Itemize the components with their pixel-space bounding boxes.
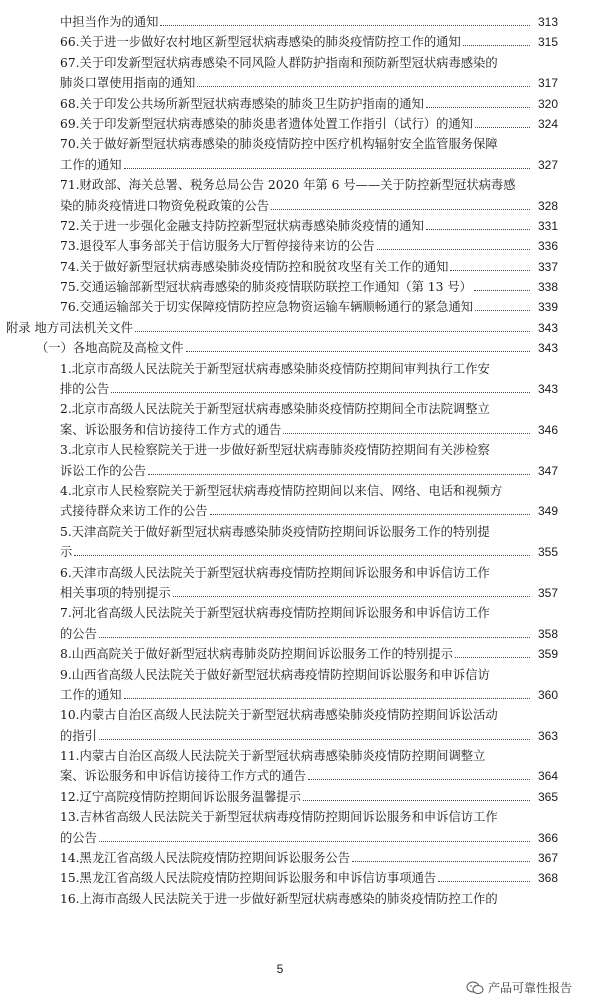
toc-entry[interactable] bbox=[0, 175, 590, 195]
toc-entry[interactable] bbox=[0, 726, 590, 746]
toc-entry-title: 73.退役军人事务部关于信访服务大厅暂停接待来访的公告 bbox=[60, 239, 375, 254]
toc-entry-page: 313 bbox=[537, 15, 558, 29]
toc-entry[interactable] bbox=[0, 746, 590, 766]
toc-entry-page: 364 bbox=[537, 769, 558, 784]
toc-entry-title: 式接待群众来访工作的公告 bbox=[60, 504, 208, 519]
toc-leader-dots bbox=[173, 596, 530, 597]
table-of-contents bbox=[0, 12, 590, 909]
toc-entry-title: 16.上海市高级人民法院关于进一步做好新型冠状病毒感染的肺炎疫情防控工作的 bbox=[60, 891, 498, 906]
toc-entry-title: 示 bbox=[60, 545, 73, 560]
toc-entry[interactable] bbox=[0, 828, 590, 848]
toc-entry-page: 343 bbox=[537, 341, 558, 356]
toc-entry-title: 案、诉讼服务和申诉信访接待工作方式的通告 bbox=[60, 769, 306, 784]
toc-entry-title: 的指引 bbox=[60, 728, 97, 743]
toc-leader-dots bbox=[271, 209, 530, 210]
toc-entry-title: 8.山西高院关于做好新型冠状病毒肺炎防控期间诉讼服务工作的特别提示 bbox=[60, 647, 453, 662]
toc-entry[interactable] bbox=[0, 603, 590, 623]
toc-entry-title: 的公告 bbox=[60, 830, 97, 845]
toc-entry-title: 14.黑龙江省高级人民法院疫情防控期间诉讼服务公告 bbox=[60, 851, 351, 866]
toc-entry-page: 368 bbox=[537, 871, 558, 886]
toc-entry[interactable] bbox=[0, 889, 590, 909]
toc-entry-title: 69.关于印发新型冠状病毒感染的肺炎患者遗体处置工作指引（试行）的通知 bbox=[60, 116, 474, 131]
toc-leader-dots bbox=[160, 25, 530, 26]
toc-entry-page: 315 bbox=[537, 35, 558, 50]
toc-leader-dots bbox=[74, 555, 530, 556]
toc-entry-title: 1.北京市高级人民法院关于新型冠状病毒感染肺炎疫情防控期间审判执行工作安 bbox=[60, 361, 490, 376]
toc-entry[interactable] bbox=[0, 114, 590, 134]
toc-entry[interactable] bbox=[0, 338, 590, 358]
toc-entry-page: 355 bbox=[537, 545, 558, 560]
toc-leader-dots bbox=[426, 229, 530, 230]
toc-leader-dots bbox=[99, 739, 530, 740]
toc-entry-page: 337 bbox=[537, 259, 558, 274]
toc-entry-title: 15.黑龙江省高级人民法院疫情防控期间诉讼服务和申诉信访事项通告 bbox=[60, 871, 437, 886]
toc-leader-dots bbox=[475, 127, 530, 128]
toc-entry[interactable] bbox=[0, 32, 590, 52]
toc-entry-page: 360 bbox=[537, 687, 558, 702]
toc-entry[interactable] bbox=[0, 297, 590, 317]
toc-leader-dots bbox=[186, 351, 530, 352]
toc-entry-page: 343 bbox=[537, 320, 558, 335]
toc-entry[interactable] bbox=[0, 359, 590, 379]
toc-entry-page: 358 bbox=[537, 626, 558, 641]
toc-leader-dots bbox=[474, 290, 530, 291]
toc-leader-dots bbox=[438, 881, 530, 882]
toc-entry-page: 328 bbox=[537, 198, 558, 213]
toc-leader-dots bbox=[308, 779, 530, 780]
toc-entry-title: 10.内蒙古自治区高级人民法院关于新型冠状病毒感染肺炎疫情防控期间诉讼活动 bbox=[60, 708, 498, 723]
toc-entry-title: （一）各地高院及高检文件 bbox=[36, 341, 184, 356]
toc-entry-title: 11.内蒙古自治区高级人民法院关于新型冠状病毒感染肺炎疫情防控期间调整立 bbox=[60, 749, 486, 764]
toc-entry-page: 359 bbox=[537, 647, 558, 662]
toc-leader-dots bbox=[475, 310, 530, 311]
toc-entry[interactable] bbox=[0, 705, 590, 725]
toc-leader-dots bbox=[99, 841, 530, 842]
toc-entry[interactable] bbox=[0, 155, 590, 175]
toc-entry[interactable] bbox=[0, 644, 590, 664]
toc-entry-page: 349 bbox=[537, 504, 558, 519]
toc-entry-title: 相关事项的特别提示 bbox=[60, 585, 171, 600]
toc-entry[interactable] bbox=[0, 868, 590, 888]
toc-entry[interactable] bbox=[0, 94, 590, 114]
toc-leader-dots bbox=[463, 45, 530, 46]
toc-leader-dots bbox=[124, 698, 531, 699]
toc-entry[interactable] bbox=[0, 501, 590, 521]
toc-entry-page: 339 bbox=[537, 300, 558, 315]
toc-entry-page: 320 bbox=[537, 96, 558, 111]
toc-entry-title: 71.财政部、海关总署、税务总局公告 2020 年第 6 号——关于防控新型冠状病毒感 bbox=[60, 178, 516, 193]
toc-entry[interactable] bbox=[0, 216, 590, 236]
toc-leader-dots bbox=[148, 474, 530, 475]
toc-entry-page: 331 bbox=[537, 218, 558, 233]
toc-entry-page: 366 bbox=[537, 830, 558, 845]
toc-entry-title: 肺炎口罩使用指南的通知 bbox=[60, 76, 196, 91]
toc-entry[interactable] bbox=[0, 440, 590, 460]
toc-leader-dots bbox=[450, 270, 530, 271]
toc-entry-page: 363 bbox=[537, 728, 558, 743]
watermark bbox=[466, 979, 572, 996]
toc-entry-title: 附录 地方司法机关文件 bbox=[6, 320, 133, 335]
toc-entry-page: 327 bbox=[537, 157, 558, 172]
toc-entry-title: 9.山西省高级人民法院关于做好新型冠状病毒疫情防控期间诉讼服务和申诉信访 bbox=[60, 667, 490, 682]
toc-entry[interactable] bbox=[0, 399, 590, 419]
toc-entry-title: 12.辽宁高院疫情防控期间诉讼服务温馨提示 bbox=[60, 789, 301, 804]
toc-entry-page: 338 bbox=[537, 280, 558, 295]
toc-leader-dots bbox=[124, 168, 531, 169]
toc-entry-page: 343 bbox=[537, 382, 558, 397]
toc-entry-page: 336 bbox=[537, 239, 558, 254]
toc-entry-title: 67.关于印发新型冠状病毒感染不同风险人群防护指南和预防新型冠状病毒感染的 bbox=[60, 55, 498, 70]
toc-entry[interactable] bbox=[0, 787, 590, 807]
toc-entry[interactable] bbox=[0, 236, 590, 256]
toc-entry-page: 347 bbox=[537, 463, 558, 478]
toc-entry-title: 70.关于做好新型冠状病毒感染的肺炎疫情防控中医疗机构辐射安全监管服务保障 bbox=[60, 137, 498, 152]
toc-entry[interactable] bbox=[0, 12, 590, 32]
toc-entry-title: 工作的通知 bbox=[60, 157, 122, 172]
toc-entry[interactable] bbox=[0, 522, 590, 542]
toc-entry-title: 染的肺炎疫情进口物资免税政策的公告 bbox=[60, 198, 270, 213]
toc-entry[interactable] bbox=[0, 481, 590, 501]
toc-entry[interactable] bbox=[0, 848, 590, 868]
toc-entry[interactable] bbox=[0, 461, 590, 481]
toc-leader-dots bbox=[111, 392, 530, 393]
toc-entry[interactable] bbox=[0, 379, 590, 399]
toc-entry[interactable] bbox=[0, 53, 590, 73]
toc-leader-dots bbox=[455, 657, 530, 658]
toc-entry[interactable] bbox=[0, 624, 590, 644]
toc-entry[interactable] bbox=[0, 766, 590, 786]
toc-entry-title: 案、诉讼服务和信访接待工作方式的通告 bbox=[60, 422, 282, 437]
toc-entry-title: 74.关于做好新型冠状病毒感染肺炎疫情防控和脱贫攻坚有关工作的通知 bbox=[60, 259, 449, 274]
toc-entry[interactable] bbox=[0, 73, 590, 93]
toc-entry[interactable] bbox=[0, 318, 590, 338]
toc-entry-title: 76.交通运输部关于切实保障疫情防控应急物资运输车辆顺畅通行的紧急通知 bbox=[60, 300, 474, 315]
toc-entry-title: 13.吉林省高级人民法院关于新型冠状病毒疫情防控期间诉讼服务和申诉信访工作 bbox=[60, 810, 498, 825]
toc-entry[interactable] bbox=[0, 685, 590, 705]
toc-entry[interactable] bbox=[0, 257, 590, 277]
toc-entry-title: 72.关于进一步强化金融支持防控新型冠状病毒感染肺炎疫情的通知 bbox=[60, 218, 424, 233]
toc-entry[interactable] bbox=[0, 134, 590, 154]
toc-entry[interactable] bbox=[0, 542, 590, 562]
toc-entry-title: 68.关于印发公共场所新型冠状病毒感染的肺炎卫生防护指南的通知 bbox=[60, 96, 424, 111]
toc-entry-page: 357 bbox=[537, 585, 558, 600]
toc-leader-dots bbox=[377, 249, 530, 250]
toc-leader-dots bbox=[283, 433, 530, 434]
toc-entry-title: 5.天津高院关于做好新型冠状病毒感染肺炎疫情防控期间诉讼服务工作的特别提 bbox=[60, 524, 490, 539]
toc-leader-dots bbox=[210, 514, 530, 515]
toc-entry[interactable] bbox=[0, 563, 590, 583]
toc-entry[interactable] bbox=[0, 277, 590, 297]
toc-entry-page: 365 bbox=[537, 789, 558, 804]
toc-entry-page: 317 bbox=[537, 76, 558, 91]
toc-leader-dots bbox=[197, 86, 530, 87]
toc-entry-title: 中担当作为的通知 bbox=[60, 15, 159, 29]
page-number: 5 bbox=[276, 962, 284, 976]
toc-entry-title: 2.北京市高级人民法院关于新型冠状病毒感染肺炎疫情防控期间全市法院调整立 bbox=[60, 402, 490, 417]
toc-entry[interactable] bbox=[0, 196, 590, 216]
toc-leader-dots bbox=[303, 800, 530, 801]
toc-entry-title: 6.天津市高级人民法院关于新型冠状病毒疫情防控期间诉讼服务和申诉信访工作 bbox=[60, 565, 490, 580]
toc-entry-title: 排的公告 bbox=[60, 382, 110, 397]
toc-entry-title: 工作的通知 bbox=[60, 687, 122, 702]
toc-entry[interactable] bbox=[0, 807, 590, 827]
toc-entry-page: 324 bbox=[537, 116, 558, 131]
toc-entry-page: 367 bbox=[537, 851, 558, 866]
toc-leader-dots bbox=[99, 637, 530, 638]
wechat-logo-icon bbox=[466, 981, 484, 995]
toc-entry-title: 4.北京市人民检察院关于新型冠状病毒疫情防控期间以来信、网络、电话和视频方 bbox=[60, 483, 503, 498]
toc-entry-title: 的公告 bbox=[60, 626, 97, 641]
toc-entry-title: 诉讼工作的公告 bbox=[60, 463, 147, 478]
toc-leader-dots bbox=[426, 107, 530, 108]
toc-entry-title: 7.河北省高级人民法院关于新型冠状病毒疫情防控期间诉讼服务和申诉信访工作 bbox=[60, 606, 490, 621]
toc-entry-title: 75.交通运输部新型冠状病毒感染的肺炎疫情联防联控工作通知（第 13 号） bbox=[60, 280, 472, 295]
toc-entry[interactable] bbox=[0, 420, 590, 440]
toc-entry-title: 3.北京市人民检察院关于进一步做好新型冠状病毒肺炎疫情防控期间有关涉检察 bbox=[60, 443, 490, 458]
toc-entry-page: 346 bbox=[537, 422, 558, 437]
toc-leader-dots bbox=[135, 331, 530, 332]
toc-entry[interactable] bbox=[0, 583, 590, 603]
watermark-text: 产品可靠性报告 bbox=[487, 981, 572, 995]
toc-leader-dots bbox=[352, 861, 530, 862]
toc-entry-title: 66.关于进一步做好农村地区新型冠状病毒感染的肺炎疫情防控工作的通知 bbox=[60, 35, 461, 50]
toc-entry[interactable] bbox=[0, 665, 590, 685]
